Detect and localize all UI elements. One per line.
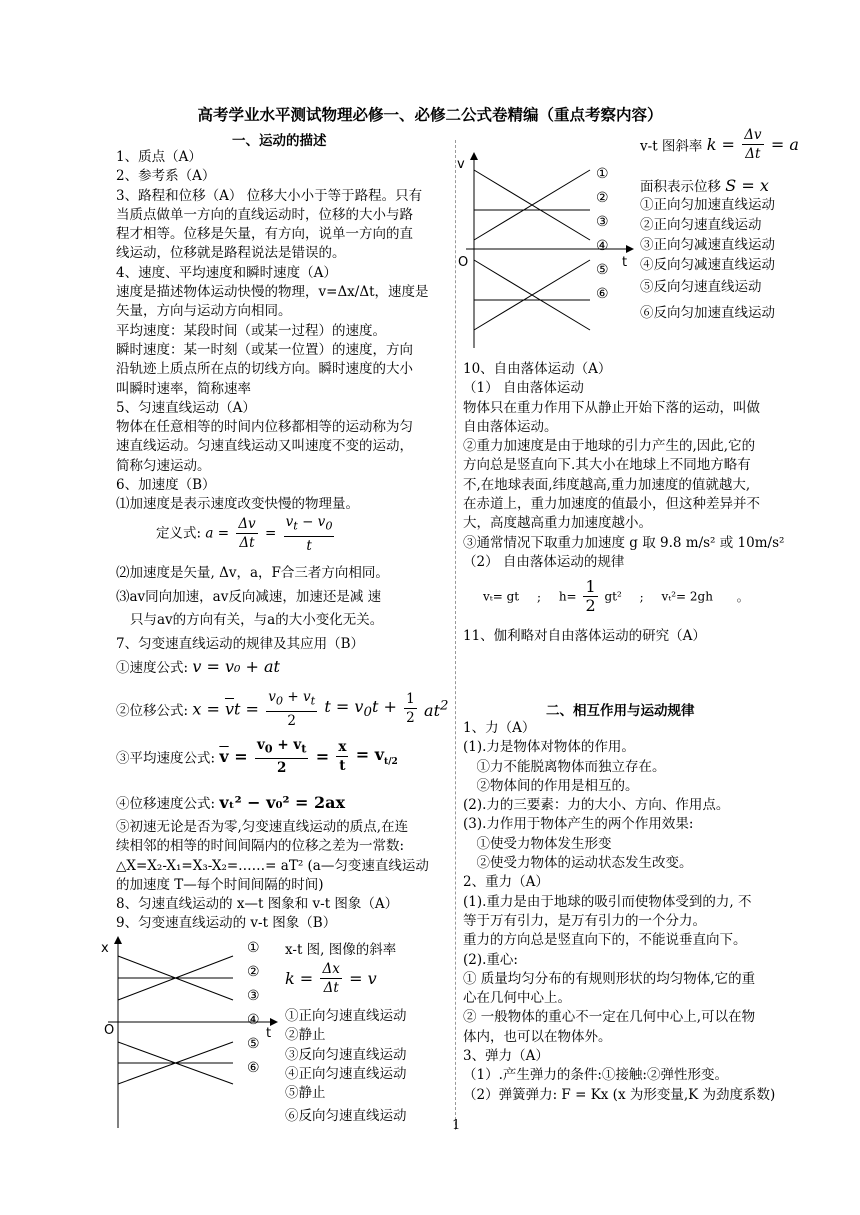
- text-line: 3、弹力（A）: [463, 1048, 549, 1065]
- text-line: 2、参考系（A）: [116, 168, 216, 185]
- acc-dir-line-2: 只与av的方向有关，与a的大小变化无关。: [130, 612, 384, 628]
- text-line: ① 质量均匀分布的有规则形状的均匀物体,它的重: [463, 970, 756, 987]
- text-line: 心在几何中心上。: [463, 990, 571, 1007]
- average-velocity-formula: ③平均速度公式: $\overline{v}$ = $\frac{v_0 + v_t}{2}$ = $\frac{x}{t}$ = $v_{t/2}$: [116, 737, 398, 776]
- def-label: 定义式:: [156, 525, 202, 542]
- circle-label: ⑤: [247, 1036, 260, 1052]
- vt-slope: v-t 图斜率 k = $\frac{\Delta v}{\Delta t}$ = a: [640, 127, 799, 162]
- text-line: 4、速度、平均速度和瞬时速度（A）: [116, 264, 337, 281]
- xt-y-label: x: [101, 941, 109, 956]
- free-fall-text: [463, 360, 784, 572]
- circle-label: ②: [596, 190, 609, 206]
- legend-item: ③正向匀减速直线运动: [640, 237, 775, 253]
- vt-slope-label: v-t 图斜率: [640, 138, 703, 155]
- xt-origin: O: [104, 1023, 115, 1038]
- law-velocity: vₜ= gt: [483, 589, 520, 604]
- section2-heading: 二、相互作用与运动规律: [546, 703, 695, 719]
- text-line: △X=X₂-X₁=X₃-X₂=……= aT² (a—匀变速直线运动: [116, 857, 429, 874]
- free-fall-laws: vₜ= gt ; h= $\frac{1}{2}$ gt² ; vₜ²= 2gh 。: [483, 577, 749, 615]
- formula-label: ③平均速度公式:: [116, 750, 216, 767]
- text-line: ①力不能脱离物体而独立存在。: [463, 758, 666, 775]
- text-line: 速度是描述物体运动快慢的物理，v=Δx/Δt，速度是: [116, 284, 429, 301]
- text-line: 线运动，位移就是路程说法是错误的。: [116, 245, 346, 262]
- text-line: 矢量，方向与运动方向相同。: [116, 303, 292, 320]
- text-line: (3).力作用于物体产生的两个作用效果:: [463, 816, 694, 833]
- velocity-formula: [116, 656, 280, 676]
- xt-circled-labels: [247, 936, 260, 1080]
- legend-item: ⑥反向匀速直线运动: [285, 1108, 407, 1125]
- section2-text: [463, 719, 775, 1105]
- text-line: ②物体间的作用是相互的。: [463, 777, 639, 794]
- legend-item: ①正向匀速直线运动: [285, 1008, 407, 1024]
- text-line: （2）弹簧弹力: F = Kx (x 为形变量,K 为劲度系数): [463, 1086, 776, 1103]
- section1-heading: 一、运动的描述: [232, 133, 327, 149]
- vt-graph: [452, 150, 637, 350]
- text-line: 等于万有引力，是万有引力的一个分力。: [463, 912, 706, 929]
- legend-item: ④正向匀速直线运动: [285, 1065, 407, 1082]
- circle-label: ①: [596, 166, 609, 182]
- text-line: 体内，也可以在物体外。: [463, 1028, 612, 1045]
- vt-origin: O: [458, 255, 469, 270]
- xt-slope-label: x-t 图, 图像的斜率: [285, 942, 397, 958]
- text-line: 平均速度：某段时间（或某一过程）的速度。: [116, 322, 386, 339]
- text-line: （1） 自由落体运动: [463, 380, 584, 397]
- formula-label: ①速度公式:: [116, 660, 189, 676]
- text-line: 不,在地球表面,纬度越高,重力加速度的值就越大,: [463, 476, 751, 493]
- vt-area-label: 面积表示位移: [640, 179, 721, 195]
- formula-label: ②位移公式:: [116, 702, 189, 719]
- text-line: 方向总是竖直向下.其大小在地球上不同地方略有: [463, 457, 751, 474]
- text-line: 当质点做单一方向的直线运动时，位移的大小与路: [116, 206, 413, 223]
- page-number: 1: [452, 1118, 461, 1133]
- page-title: 高考学业水平测试物理必修一、必修二公式卷精编（重点考察内容）: [197, 106, 663, 124]
- legend-item: ⑤静止: [285, 1085, 326, 1102]
- velocity-displacement-formula: [116, 792, 345, 812]
- vt-circled-labels: [596, 162, 609, 306]
- text-line: ②使受力物体的运动状态发生改变。: [463, 855, 693, 872]
- xt-slope-formula: k = $\frac{\Delta x}{\Delta t}$ = v: [285, 961, 377, 996]
- text-line: 沿轨迹上质点所在点的切线方向。瞬时速度的大小: [116, 361, 413, 378]
- text-line: ② 一般物体的重心不一定在几何中心上,可以在物: [463, 1009, 756, 1026]
- legend-item: ①正向匀加速直线运动: [640, 197, 775, 213]
- text-line: 程才相等。位移是矢量，有方向，说单一方向的直: [116, 226, 413, 243]
- formula: v = v₀ + at: [192, 657, 280, 676]
- text-line: 在赤道上，重力加速度的值最小，但这种差异并不: [463, 496, 760, 513]
- text-line: ②重力加速度是由于地球的引力产生的,因此,它的: [463, 438, 756, 455]
- vt-area: 面积表示位移 S = x: [640, 176, 769, 195]
- legend-item: ⑤反向匀速直线运动: [640, 279, 762, 295]
- text-line: 3、路程和位移（A） 位移大小小于等于路程。只有: [116, 187, 423, 204]
- section1-text: [116, 148, 448, 515]
- legend-item: ④反向匀减速直线运动: [640, 257, 775, 273]
- circle-label: ⑥: [247, 1060, 260, 1076]
- text-line: 6、加速度（B）: [116, 477, 216, 494]
- text-line: （2） 自由落体运动的规律: [463, 553, 625, 570]
- circle-label: ④: [596, 238, 609, 254]
- xt-legend: [285, 1007, 407, 1127]
- circle-label: ③: [247, 988, 260, 1004]
- text-line: 2、重力（A）: [463, 874, 549, 891]
- text-line: 简称匀速运动。: [116, 457, 211, 474]
- legend-item: ⑥反向匀加速直线运动: [640, 305, 775, 321]
- text-line: ⑴加速度是表示速度改变快慢的物理量。: [116, 496, 359, 513]
- text-line: 的加速度 T—每个时间间隔的时间): [116, 876, 324, 893]
- legend-item: ③反向匀速直线运动: [285, 1046, 407, 1063]
- acceleration-definition: 定义式: a = $\frac{\Delta v}{\Delta t}$ = $\frac{v_t - v_0}{t}$: [156, 514, 333, 554]
- formula5-text: [116, 818, 429, 934]
- text-line: 9、匀变速直线运动的 v-t 图象（B）: [116, 915, 337, 932]
- text-line: ①使受力物体发生形变: [463, 835, 612, 852]
- text-line: 续相邻的相等的时间间隔内的位移之差为一常数:: [116, 838, 405, 855]
- text-line: （1）.产生弹力的条件:①接触:②弹性形变。: [463, 1067, 728, 1084]
- circle-label: ⑥: [596, 286, 609, 302]
- text-line: (1).重力是由于地球的吸引而使物体受到的力, 不: [463, 893, 752, 910]
- circle-label: ③: [596, 214, 609, 230]
- text-line: 叫瞬时速率，简称速率: [116, 380, 251, 397]
- vt-x-label: t: [622, 255, 628, 270]
- legend-item: ②静止: [285, 1027, 326, 1044]
- law-height-term: gt²: [604, 589, 622, 604]
- vt-legend: [640, 195, 775, 323]
- displacement-formula: ②位移公式: $x = \overline{v}t$ = $\frac{v_0 + v_t}{2}$ $t = v_0t$ + $\frac{1}{2}$ $at^2$: [116, 689, 449, 729]
- text-line: (1).力是物体对物体的作用。: [463, 739, 635, 756]
- text-line: 瞬时速度：某一时刻（或某一位置）的速度，方向: [116, 341, 413, 358]
- circle-label: ⑤: [596, 262, 609, 278]
- text-line: 1、质点（A）: [116, 149, 202, 165]
- text-line: 8、匀速直线运动的 x—t 图象和 v-t 图象（A）: [116, 896, 399, 913]
- item11-line: 11、伽利略对自由落体运动的研究（A）: [463, 628, 706, 644]
- legend-item: ②正向匀速直线运动: [640, 217, 762, 233]
- text-line: 10、自由落体运动（A）: [463, 361, 612, 377]
- text-line: (2).重心:: [463, 951, 518, 968]
- text-line: 1、力（A）: [463, 720, 536, 736]
- acc-vector-line: ⑵加速度是矢量, Δv，a，F合三者方向相同。: [116, 565, 389, 581]
- law-height-label: h=: [558, 589, 577, 604]
- circle-label: ②: [247, 964, 260, 980]
- text-line: 物体只在重力作用下从静止开始下落的运动，叫做: [463, 399, 760, 416]
- text-line: ③通常情况下取重力加速度 g 取 9.8 m/s² 或 10m/s²: [463, 534, 785, 551]
- formula: vₜ² − v₀² = 2ax: [219, 793, 346, 812]
- circle-label: ①: [247, 940, 260, 956]
- xt-x-label: t: [266, 1026, 272, 1041]
- law-velocity-squared: vₜ²= 2gh: [661, 589, 713, 604]
- acc-dir-line-1: ⑶av同向加速，av反向减速，加速还是减 速: [116, 589, 382, 605]
- text-line: 自由落体运动。: [463, 418, 558, 435]
- circle-label: ④: [247, 1012, 260, 1028]
- item7-line: 7、匀变速直线运动的规律及其应用（B）: [116, 636, 365, 652]
- vt-y-label: v: [457, 157, 465, 172]
- text-line: 大，高度越高重力加速度越小。: [463, 515, 652, 532]
- text-line: 重力的方向总是竖直向下的，不能说垂直向下。: [463, 932, 747, 949]
- text-line: 物体在任意相等的时间内位移都相等的运动称为匀: [116, 419, 413, 436]
- formula-label: ④位移速度公式:: [116, 796, 216, 812]
- text-line: ⑤初速无论是否为零,匀变速直线运动的质点,在连: [116, 819, 409, 835]
- text-line: (2).力的三要素：力的大小、方向、作用点。: [463, 797, 730, 814]
- text-line: 5、匀速直线运动（A）: [116, 399, 256, 416]
- text-line: 速直线运动。匀速直线运动又叫速度不变的运动，: [116, 438, 413, 455]
